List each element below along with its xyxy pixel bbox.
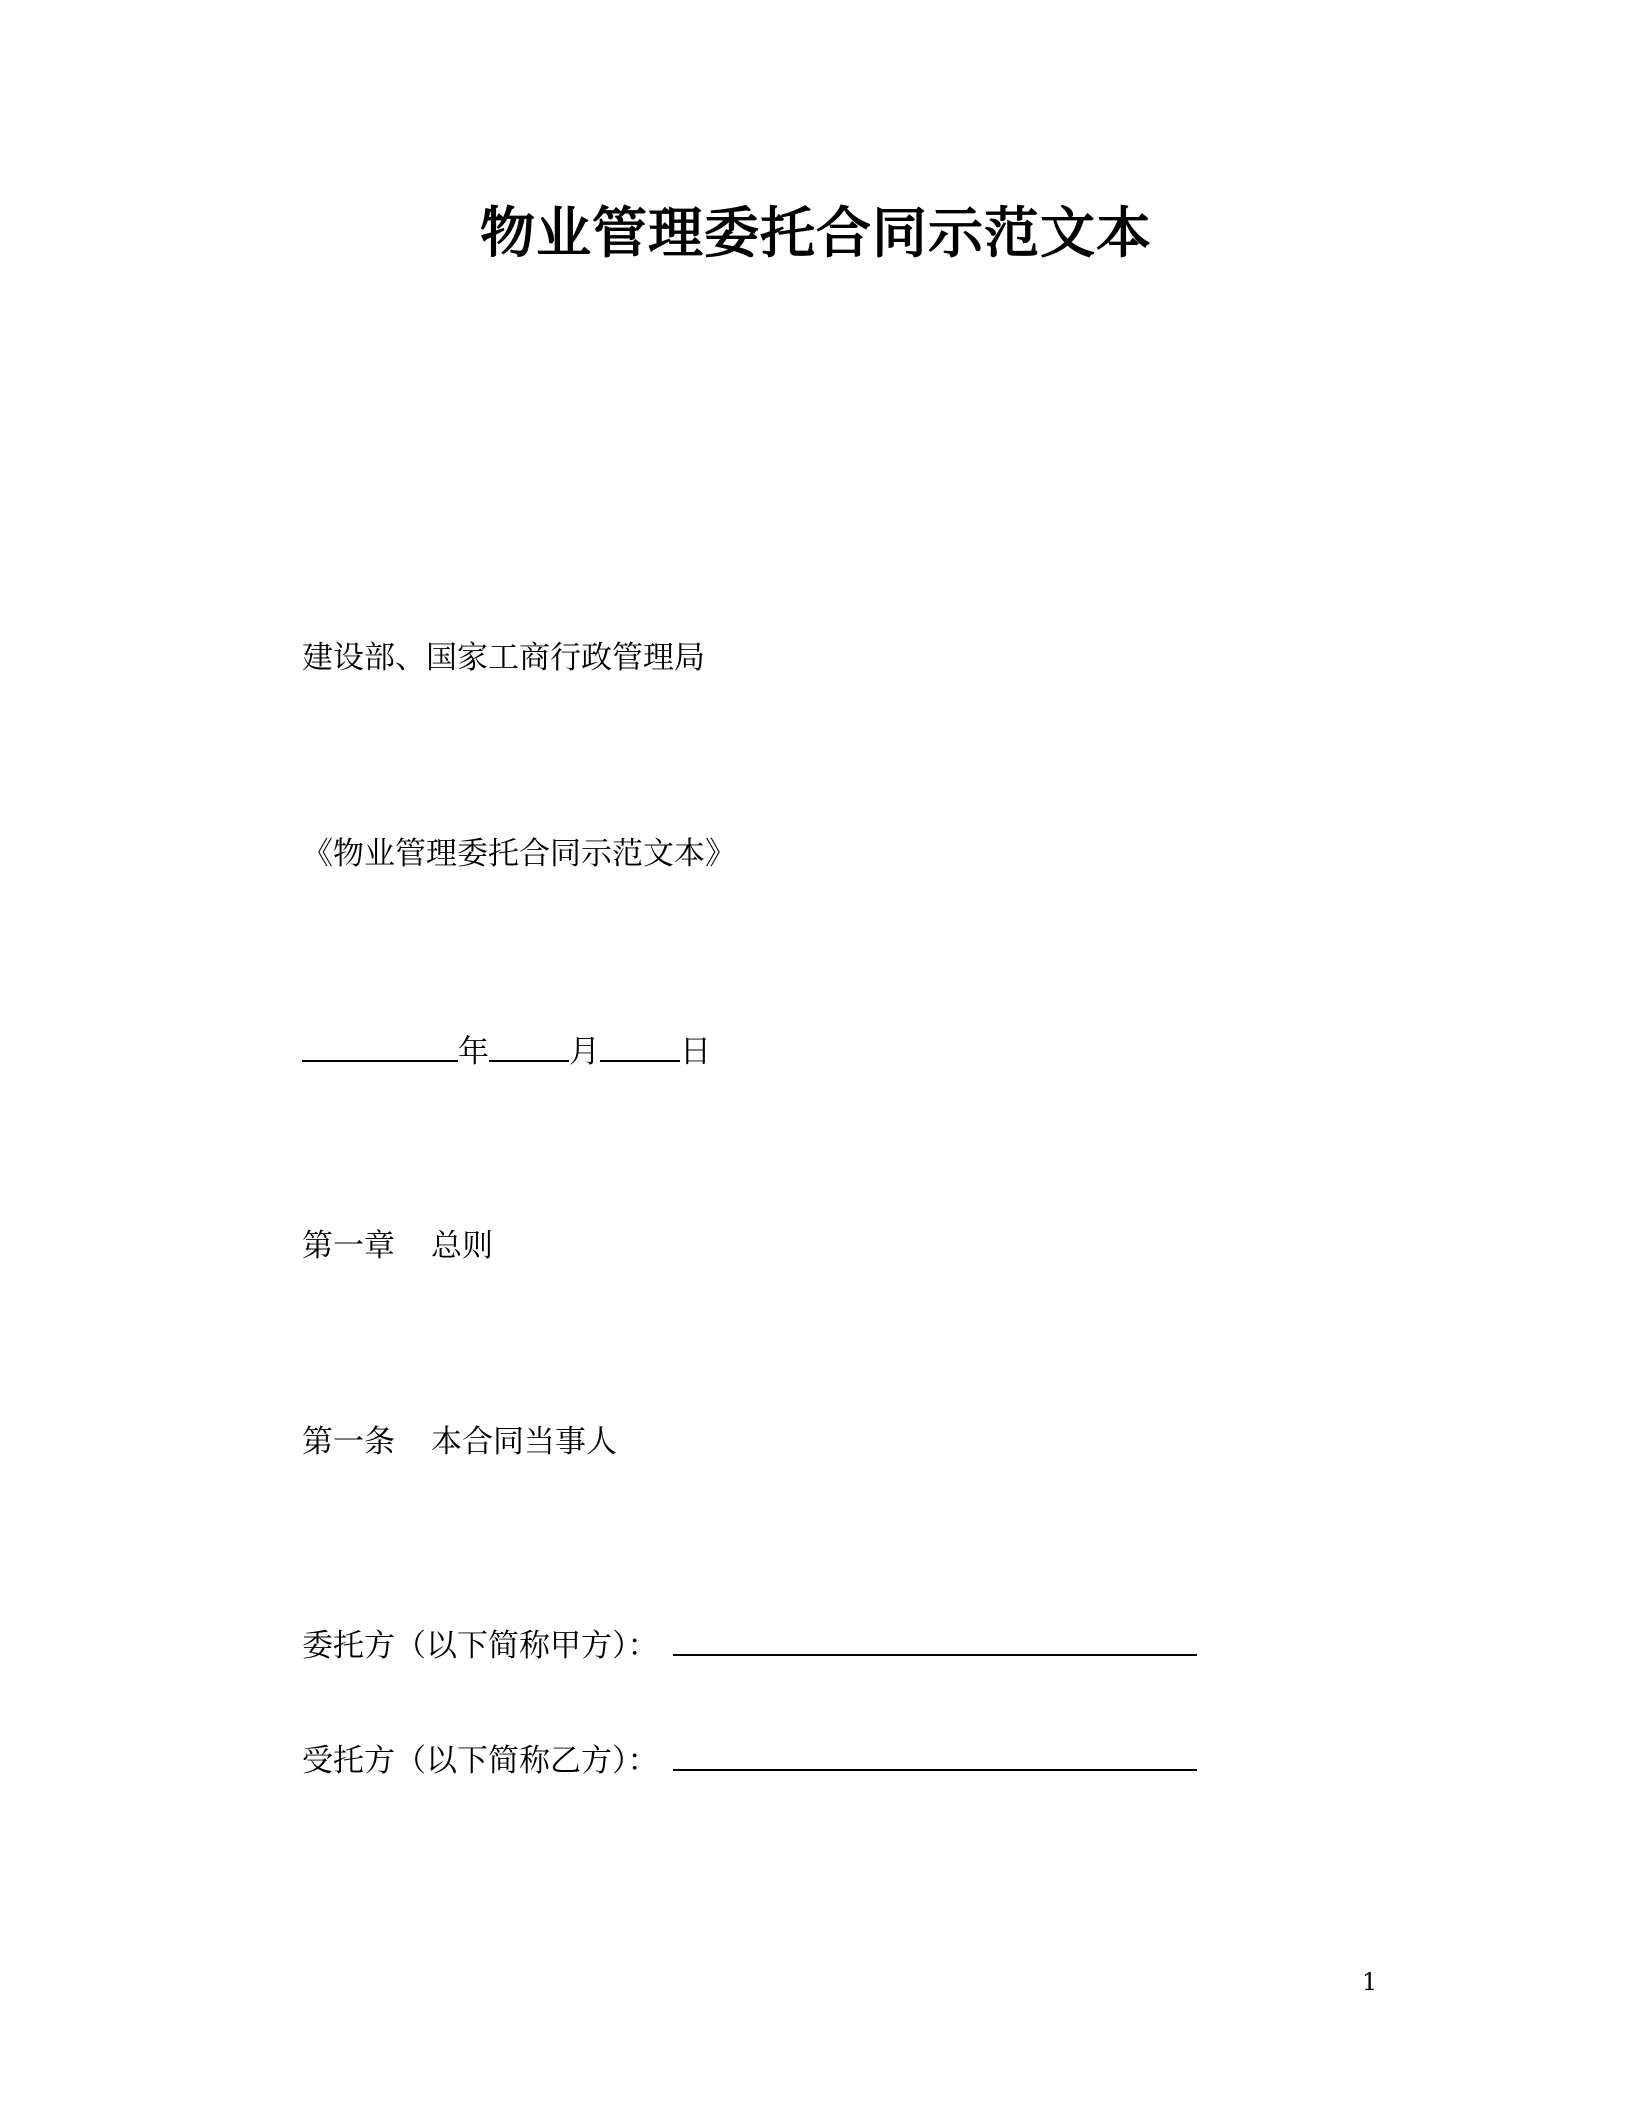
page-title: 物业管理委托合同示范文本 — [479, 201, 1152, 265]
article-title: 本合同当事人 — [431, 1424, 617, 1460]
party-b-line — [302, 1733, 1197, 1781]
article-heading — [302, 1422, 617, 1462]
chapter-number: 第一章 — [302, 1228, 395, 1264]
party-b-label: 受托方（以下简称乙方）： — [302, 1743, 659, 1779]
document-name-line: 《物业管理委托合同示范文本》 — [302, 836, 736, 872]
year-label: 年 — [458, 1034, 489, 1070]
chapter-title: 总则 — [431, 1228, 493, 1264]
party-a-line — [302, 1618, 1197, 1666]
article-number: 第一条 — [302, 1424, 395, 1460]
day-blank[interactable] — [600, 1030, 680, 1062]
page-number: 1 — [1362, 1968, 1378, 1996]
party-a-label: 委托方（以下简称甲方）： — [302, 1628, 659, 1664]
party-a-field[interactable] — [673, 1618, 1197, 1656]
date-line — [302, 1030, 711, 1072]
month-label: 月 — [569, 1034, 600, 1070]
chapter-heading — [302, 1226, 493, 1266]
day-label: 日 — [680, 1034, 711, 1070]
month-blank[interactable] — [489, 1030, 569, 1062]
issuer-line: 建设部、国家工商行政管理局 — [302, 640, 705, 676]
party-b-field[interactable] — [673, 1733, 1197, 1771]
year-blank[interactable] — [302, 1030, 458, 1062]
